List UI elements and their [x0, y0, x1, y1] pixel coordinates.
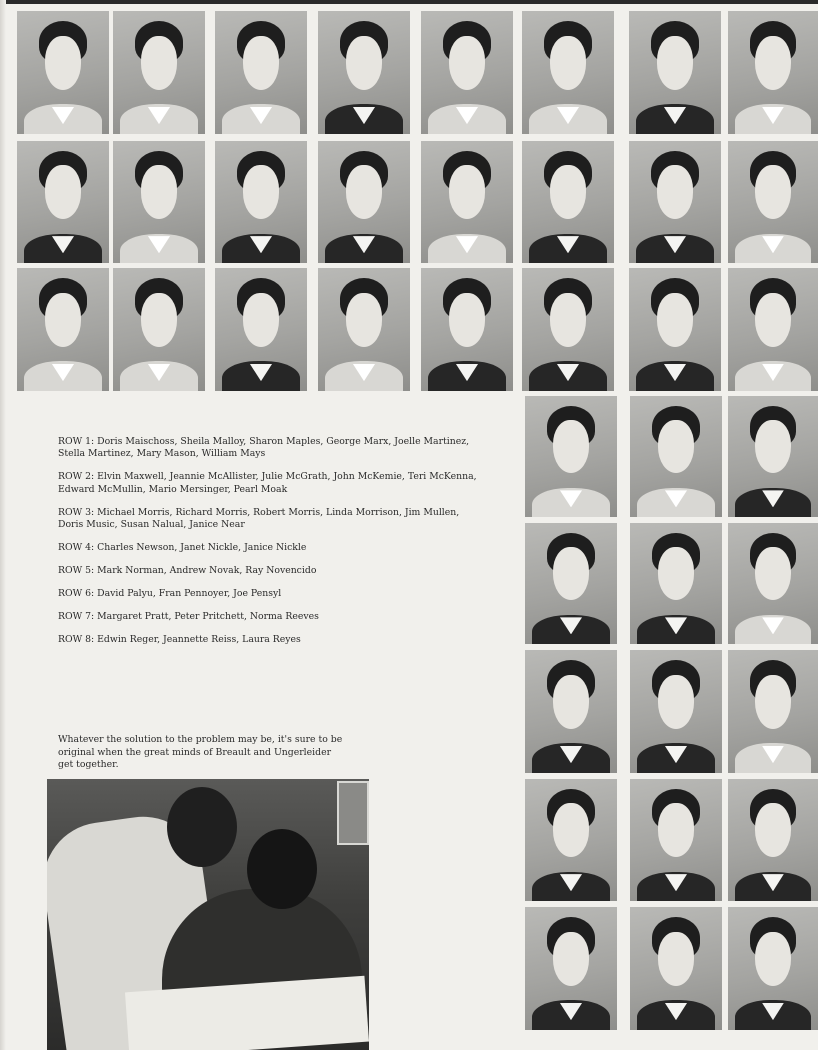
- caption-row-1: ROW 1: Doris Maischoss, Sheila Malloy, Sharon Maples, George Marx, Joelle Martinez, Stella Martinez, Mary Mason, William Mays: [58, 436, 470, 460]
- student-portrait: [113, 141, 205, 263]
- student-portrait: [629, 11, 721, 134]
- student-portrait: [630, 907, 722, 1030]
- student-portrait: [630, 396, 722, 517]
- student-portrait: [215, 268, 307, 391]
- student-portrait: [629, 268, 721, 391]
- student-portrait: [17, 11, 109, 134]
- student-portrait: [728, 907, 818, 1030]
- student-portrait: [728, 650, 818, 773]
- candid-standing-student-head: [167, 787, 237, 867]
- student-portrait: [728, 141, 818, 263]
- candid-photo-caption: Whatever the solution to the problem may be, it's sure to be original when the great minds of Breault and Ungerleider get together.: [58, 734, 343, 771]
- student-portrait: [17, 141, 109, 263]
- student-portrait: [630, 779, 722, 901]
- row-captions: [58, 436, 478, 656]
- caption-row-7: ROW 7: Margaret Pratt, Peter Pritchett, Norma Reeves: [58, 610, 319, 622]
- student-portrait: [728, 11, 818, 134]
- student-portrait: [630, 650, 722, 773]
- student-portrait: [421, 141, 513, 263]
- student-portrait: [525, 396, 617, 517]
- student-portrait: [525, 779, 617, 901]
- student-portrait: [728, 396, 818, 517]
- student-portrait: [525, 907, 617, 1030]
- student-portrait: [728, 779, 818, 901]
- student-portrait: [318, 11, 410, 134]
- caption-row-8: ROW 8: Edwin Reger, Jeannette Reiss, Laura Reyes: [58, 633, 301, 645]
- student-portrait: [630, 523, 722, 644]
- candid-window: [337, 781, 369, 845]
- student-portrait: [728, 523, 818, 644]
- student-portrait: [728, 268, 818, 391]
- student-portrait: [318, 141, 410, 263]
- page-top-edge: [0, 0, 818, 4]
- caption-row-6: ROW 6: David Palyu, Fran Pennoyer, Joe Pensyl: [58, 587, 282, 599]
- caption-row-5: ROW 5: Mark Norman, Andrew Novak, Ray Novencido: [58, 564, 317, 576]
- student-portrait: [421, 268, 513, 391]
- caption-row-4: ROW 4: Charles Newson, Janet Nickle, Janice Nickle: [58, 541, 307, 553]
- student-portrait: [215, 11, 307, 134]
- student-portrait: [525, 650, 617, 773]
- caption-row-2: ROW 2: Elvin Maxwell, Jeannie McAllister, Julie McGrath, John McKemie, Teri McKenna, Edward McMullin, Mario Mersinger, Pearl Moak: [58, 471, 477, 495]
- student-portrait: [17, 268, 109, 391]
- student-portrait: [215, 141, 307, 263]
- candid-photo: [47, 779, 369, 1050]
- student-portrait: [629, 141, 721, 263]
- student-portrait: [318, 268, 410, 391]
- page-binding-edge: [0, 0, 6, 1050]
- student-portrait: [522, 268, 614, 391]
- student-portrait: [522, 141, 614, 263]
- student-portrait: [525, 523, 617, 644]
- student-portrait: [421, 11, 513, 134]
- student-portrait: [113, 268, 205, 391]
- caption-row-3: ROW 3: Michael Morris, Richard Morris, Robert Morris, Linda Morrison, Jim Mullen, Doris Music, Susan Nalual, Janice Near: [58, 506, 460, 531]
- student-portrait: [113, 11, 205, 134]
- student-portrait: [522, 11, 614, 134]
- candid-seated-student-head: [247, 829, 317, 909]
